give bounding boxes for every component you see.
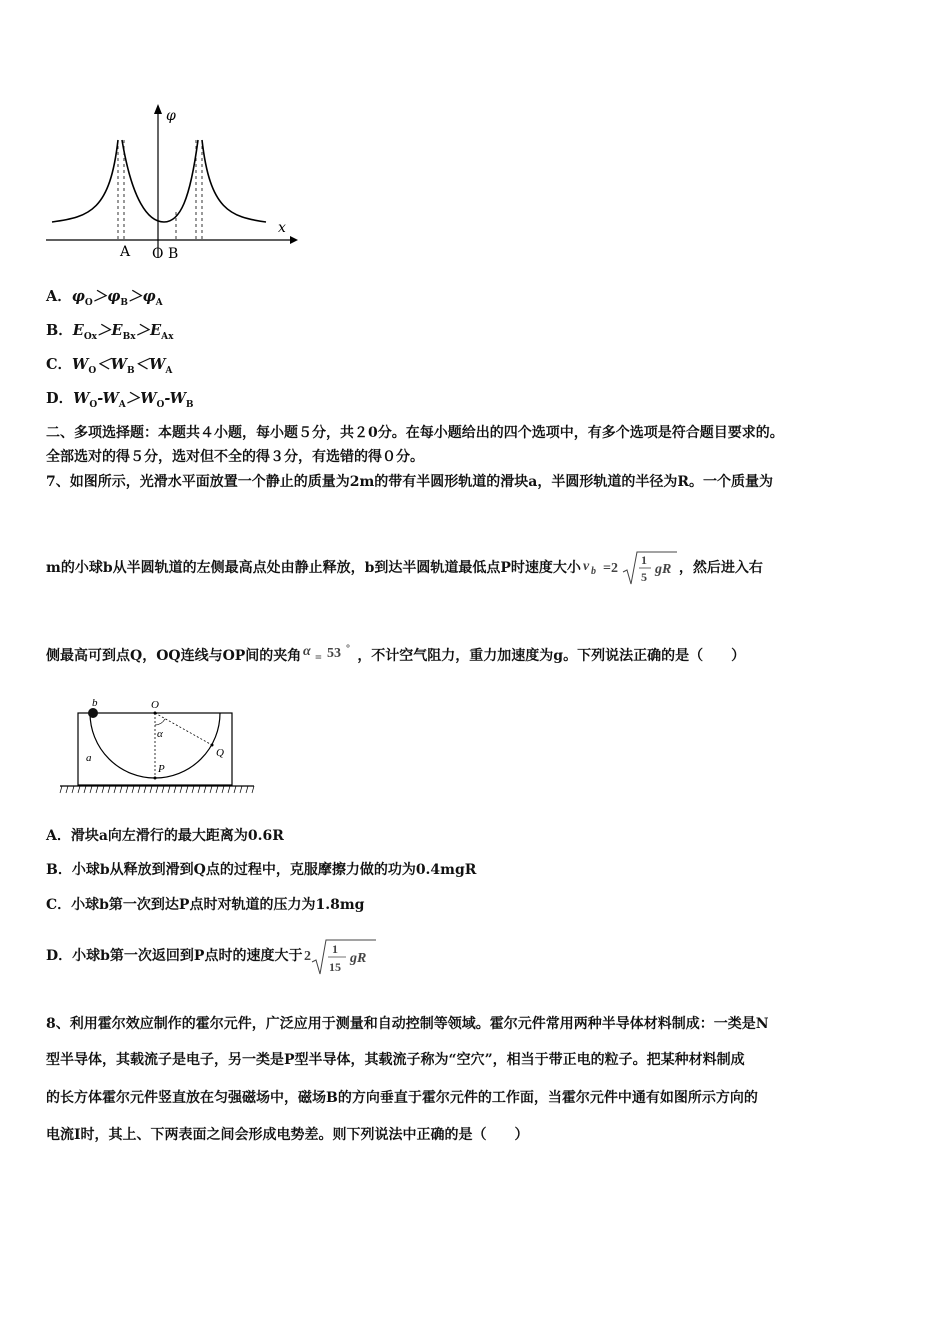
section2-line2: 全部选对的得５分，选对但不全的得３分，有选错的得０分。 [46, 449, 424, 465]
q6-option-c[interactable]: C．$W_O<W_B<W_A$ [46, 356, 173, 376]
alpha-value: 53 [327, 646, 342, 661]
velocity-formula [581, 548, 679, 588]
formula-vsub: b [590, 566, 596, 577]
potential-graph-figure [40, 100, 300, 265]
q6-option-b[interactable]: B．$E_{Ox}>E_{Bx}>E_{Ax}$ [46, 322, 174, 342]
label-O: O [151, 699, 159, 711]
slider-track-figure [58, 696, 258, 799]
label-P: P [158, 763, 165, 775]
y-axis-label: φ [166, 108, 176, 124]
label-b: b [92, 697, 98, 709]
y-axis-arrow-icon [154, 104, 162, 114]
formula-gR: gR [654, 562, 672, 577]
q8-line4: 电流I时，其上、下两表面之间会形成电势差。则下列说法中正确的是（ ） [46, 1127, 529, 1143]
formula-gR: gR [350, 951, 367, 966]
label-Q: Q [216, 747, 224, 759]
q6-option-a[interactable]: A．$\varphi_O>\varphi_B>\varphi_A$ [46, 288, 163, 308]
alpha-symbol: α [303, 644, 312, 659]
degree-icon [347, 645, 349, 647]
formula-coef: 2 [304, 949, 312, 964]
q7-option-c[interactable]: C．小球b第一次到达P点时对轨道的压力为1.8mg [46, 897, 365, 913]
point-O-dot [154, 712, 157, 715]
option-letter: C． [46, 356, 73, 373]
x-axis-arrow-icon [290, 236, 298, 244]
option-d-formula [302, 936, 378, 976]
point-A-label: A [120, 244, 131, 260]
point-O-label: O [152, 246, 164, 262]
formula-den: 5 [640, 570, 647, 584]
formula-num: 1 [640, 553, 647, 567]
option-letter: A． [46, 288, 72, 305]
point-P-dot [154, 777, 157, 780]
q8-line3: 的长方体霍尔元件竖直放在匀强磁场中，磁场B的方向垂直于霍尔元件的工作面，当霍尔元件中通有如图所示方向的 [46, 1090, 758, 1106]
label-alpha: α [157, 728, 163, 740]
q7-line2: m的小球b从半圆轨道的左侧最高点处由静止释放，b到达半圆轨道最低点P时速度大小 v b =2 1 5 gR ，然后进入右 [46, 548, 763, 588]
formula-den: 15 [329, 960, 342, 974]
option-letter: D． [46, 390, 74, 407]
section2-line1: 二、多项选择题：本题共４小题，每小题５分，共２0分。在每小题给出的四个选项中，有多个选项是符合题目要求的。 [46, 425, 784, 441]
q7-option-b[interactable]: B．小球b从释放到滑到Q点的过程中，克服摩擦力做的功为0.4mgR [46, 862, 477, 878]
q8-line1: 8、利用霍尔效应制作的霍尔元件，广泛应用于测量和自动控制等领域。霍尔元件常用两种半导体材料制成：一类是N [46, 1016, 769, 1032]
q7-line1: 7、如图所示，光滑水平面放置一个静止的质量为2m的带有半圆形轨道的滑块a，半圆形轨道的半径为R。一个质量为 [46, 474, 773, 490]
line-OQ [155, 713, 212, 745]
ball-b [88, 708, 98, 718]
right-curve [202, 140, 266, 222]
angle-formula [301, 641, 357, 671]
middle-curve [122, 140, 198, 222]
point-B-label: B [168, 246, 179, 262]
formula-v: v [582, 559, 590, 574]
formula-eq: =2 [602, 561, 618, 576]
q7-line3: 侧最高可到点Q，OQ连线与OP间的夹角 α = 53 ，不计空气阻力，重力加速度为g。下列说法正确的是（ ） [46, 638, 745, 674]
x-axis-label: x [278, 220, 286, 236]
point-Q-dot [211, 744, 214, 747]
angle-arc [155, 719, 165, 725]
left-curve [52, 140, 118, 222]
ground-hatch [60, 786, 254, 793]
label-a: a [86, 752, 92, 764]
q7-option-a[interactable]: A．滑块a向左滑行的最大距离为0.6R [46, 828, 284, 844]
q8-line2: 型半导体，其载流子是电子，另一类是P型半导体，其载流子称为“空穴”，相当于带正电的粒子。把某种材料制成 [46, 1052, 745, 1068]
formula-num: 1 [332, 942, 339, 956]
q7-option-d[interactable]: D．小球b第一次返回到P点时的速度大于 2 1 15 gR [46, 936, 378, 976]
option-letter: B． [46, 322, 73, 339]
q6-option-d[interactable]: D．$W_O-W_A>W_O-W_B$ [46, 390, 194, 410]
alpha-eq: = [315, 650, 323, 664]
